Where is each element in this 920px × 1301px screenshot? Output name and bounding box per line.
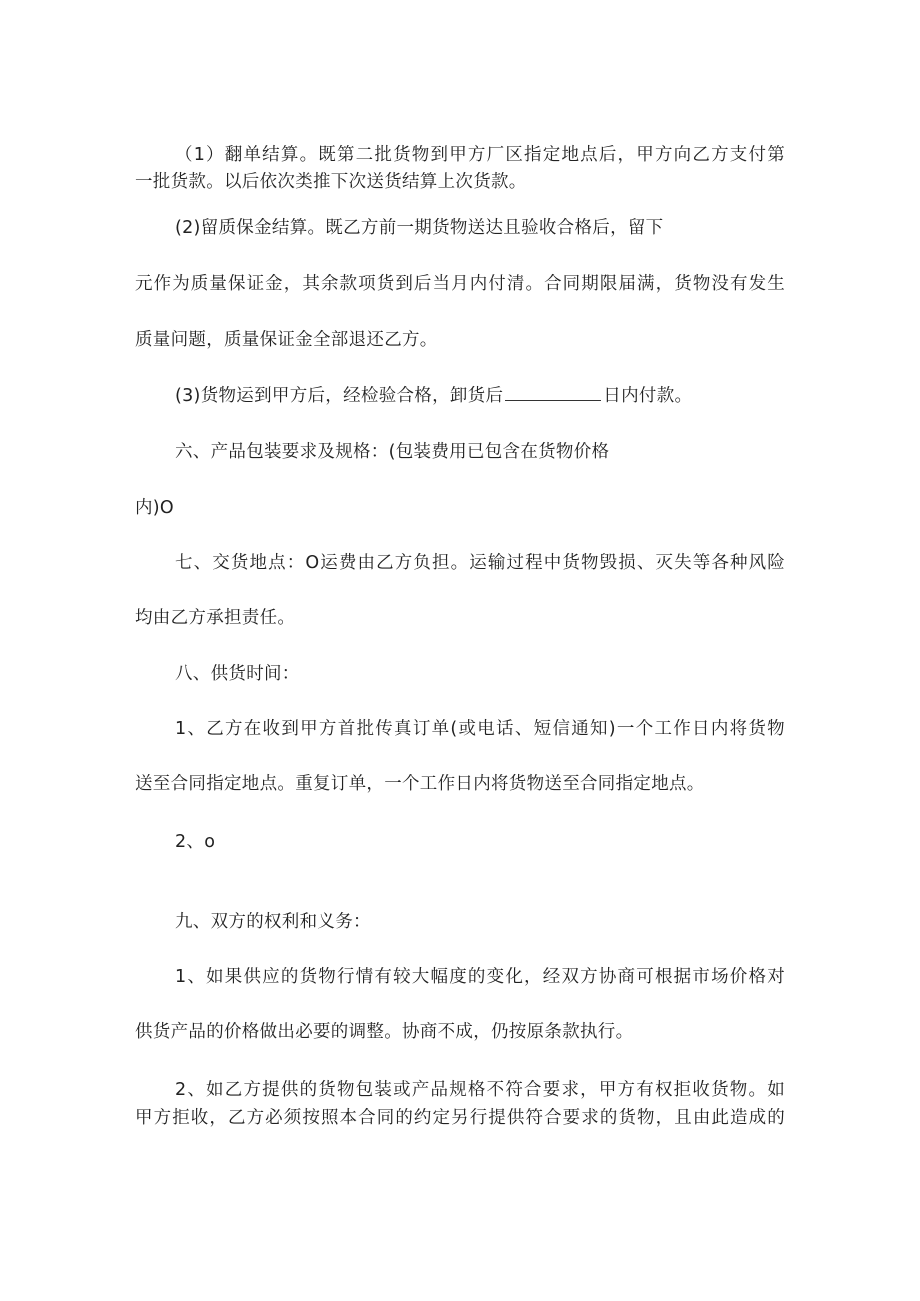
section-8-item-2: 2、o [175, 832, 216, 852]
section-9-title: 九、双方的权利和义务： [175, 912, 371, 932]
section-8-title: 八、供货时间： [175, 664, 300, 684]
blank-days-field [505, 386, 601, 401]
paragraph-3-text-before: (3)货物运到甲方后，经检验合格，卸货后 [175, 386, 504, 406]
section-9-item-2-line-1: 2、如乙方提供的货物包装或产品规格不符合要求，甲方有权拒收货物。如 [175, 1080, 785, 1100]
paragraph-1-line-2: 一批货款。以后依次类推下次送货结算上次货款。 [135, 172, 527, 192]
section-7-line-2: 均由乙方承担责任。 [135, 608, 296, 628]
section-9-item-2-line-2: 甲方拒收，乙方必须按照本合同的约定另行提供符合要求的货物，且由此造成的 [135, 1108, 785, 1128]
paragraph-2-line-2: 元作为质量保证金，其余款项货到后当月内付清。合同期限届满，货物没有发生 [135, 274, 785, 294]
section-8-item-1-line-2: 送至合同指定地点。重复订单，一个工作日内将货物送至合同指定地点。 [135, 774, 705, 794]
section-9-item-1-line-2: 供货产品的价格做出必要的调整。协商不成，仍按原条款执行。 [135, 1022, 634, 1042]
section-7-line-1: 七、交货地点：O运费由乙方负担。运输过程中货物毁损、灭失等各种风险 [175, 553, 785, 573]
paragraph-2-line-3: 质量问题，质量保证金全部退还乙方。 [135, 330, 438, 350]
section-6-line-1: 六、产品包装要求及规格：(包装费用已包含在货物价格 [175, 442, 610, 462]
paragraph-3-text-after: 日内付款。 [603, 386, 693, 406]
section-6-line-2: 内)O [135, 498, 175, 518]
paragraph-2-line-1: (2)留质保金结算。既乙方前一期货物送达且验收合格后，留下 [175, 218, 664, 238]
paragraph-3-line [175, 385, 692, 407]
paragraph-1-line-1: （1）翻单结算。既第二批货物到甲方厂区指定地点后，甲方向乙方支付第 [175, 145, 785, 165]
section-8-item-1-line-1: 1、乙方在收到甲方首批传真订单(或电话、短信通知)一个工作日内将货物 [175, 719, 785, 739]
section-9-item-1-line-1: 1、如果供应的货物行情有较大幅度的变化，经双方协商可根据市场价格对 [175, 967, 785, 987]
